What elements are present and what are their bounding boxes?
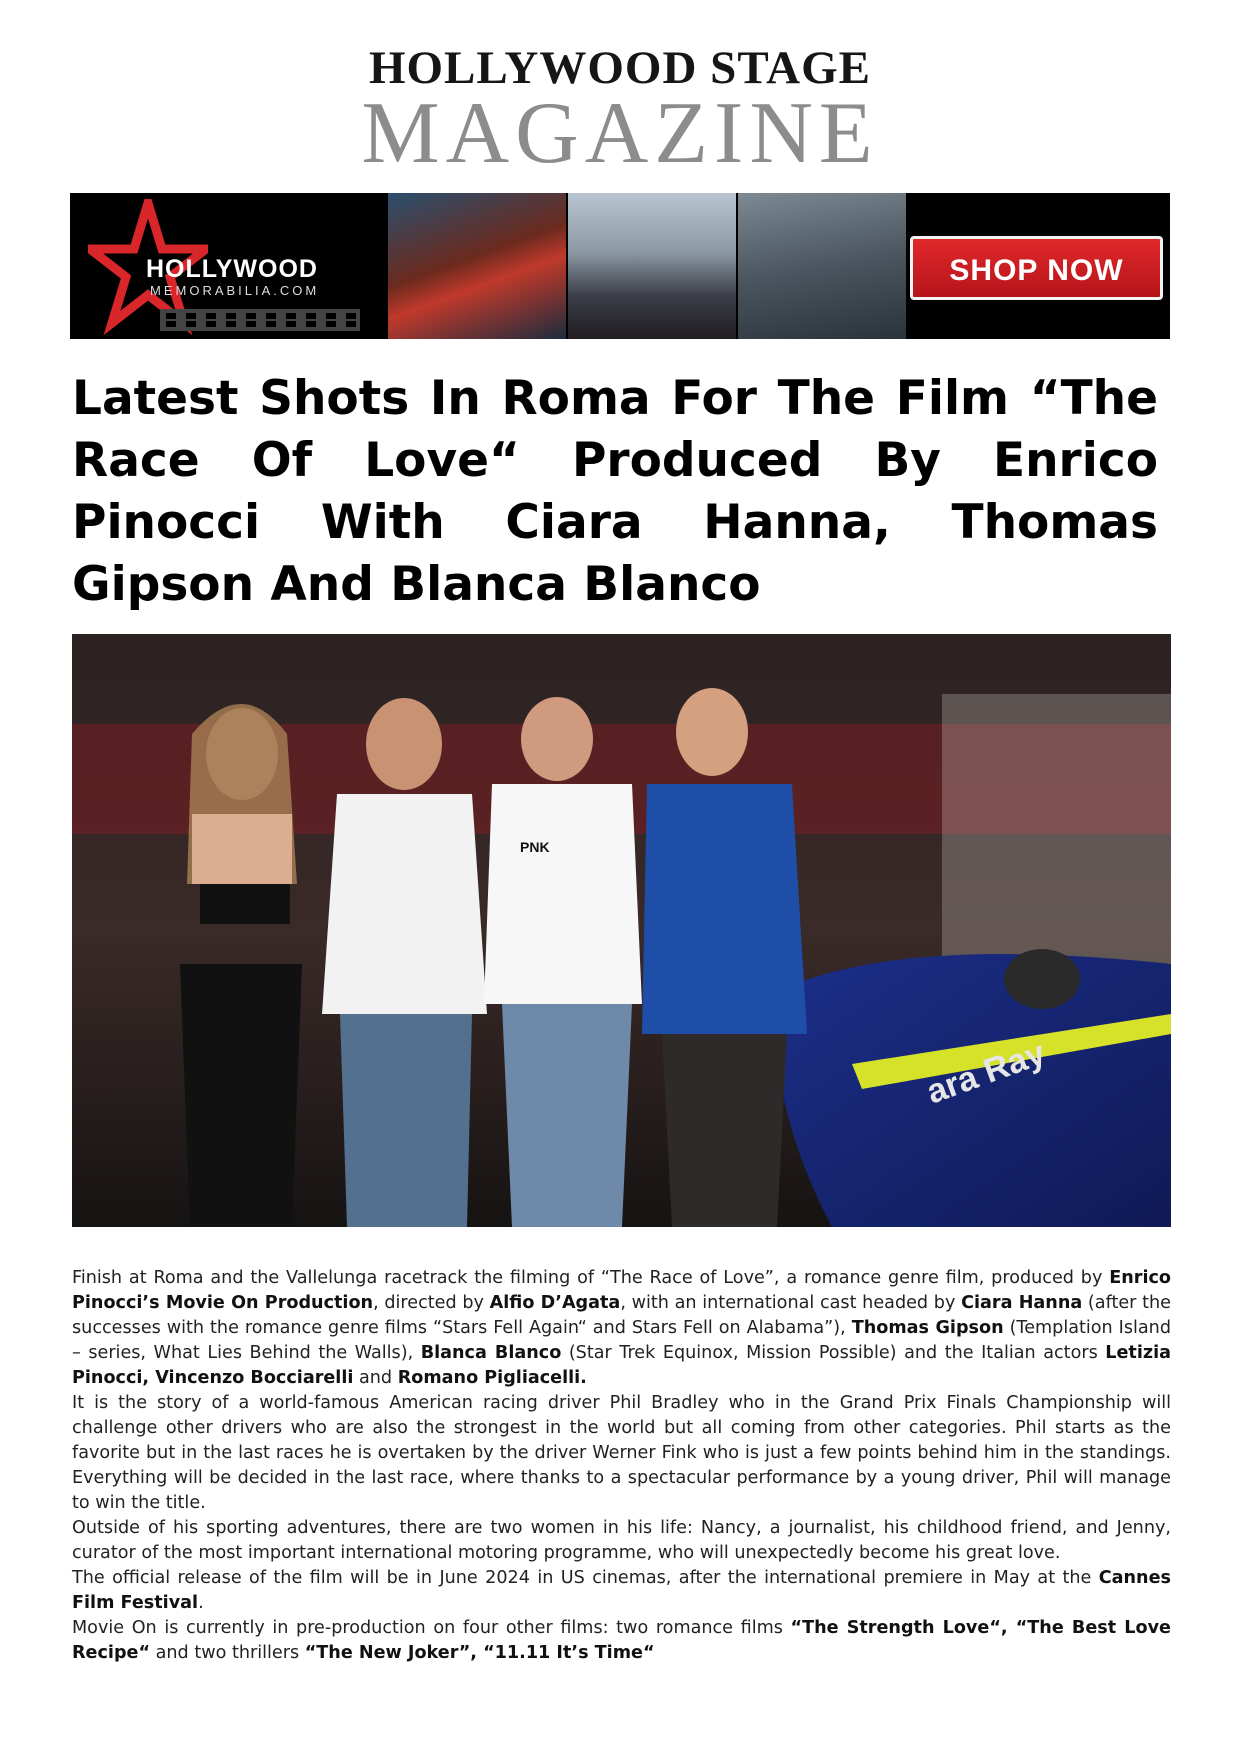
bold-run: Letizia Pinocci, Vincenzo Bocciarelli <box>72 1343 1171 1388</box>
banner-image-avengers <box>388 193 566 339</box>
masthead <box>0 42 1240 182</box>
paragraph-1 <box>72 1266 1171 1391</box>
text-run: (after the successes with the romance genre films “Stars Fell Again“ and Stars Fell on Alabama”), <box>72 1293 1171 1338</box>
car-livery-text: ara Ray <box>921 1033 1051 1112</box>
article-headline: Latest Shots In Roma For The Film “The Race Of Love“ Produced By Enrico Pinocci With Ciara Hanna, Thomas Gipson And Blanca Blanco <box>72 371 1158 612</box>
bold-run: Alfio D’Agata <box>489 1293 621 1313</box>
paragraph-5 <box>72 1616 1171 1666</box>
paragraph-3: Outside of his sporting adventures, there are two women in his life: Nancy, a journalist, his childhood friend, and Jenny, curator of the most important international motoring programme, who will unexpectedly become his great love. <box>72 1518 1171 1563</box>
logo-subtitle: MEMORABILIA.COM <box>150 283 320 298</box>
bold-run: “The Strength Love“, “The Best Love Recipe“ <box>72 1618 1171 1663</box>
banner-image-captain <box>738 193 906 339</box>
hollywood-memorabilia-logo <box>70 193 384 339</box>
ad-banner[interactable] <box>70 193 1170 339</box>
text-run: . <box>198 1593 204 1613</box>
text-run: and two thrillers <box>150 1643 305 1663</box>
text-run: (Templation Island – series, What Lies Behind the Walls), <box>72 1318 1171 1363</box>
article-body <box>72 1266 1171 1666</box>
bold-run: Cannes Film Festival <box>72 1568 1171 1613</box>
text-run: , with an international cast headed by <box>620 1293 962 1313</box>
bold-run: Enrico Pinocci’s Movie On Production <box>72 1268 1171 1313</box>
text-run: , directed by <box>373 1293 490 1313</box>
shop-now-button[interactable]: SHOP NOW <box>910 236 1163 300</box>
bold-run: Thomas Gipson <box>851 1318 1004 1338</box>
article-photo <box>72 634 1171 1227</box>
paragraph-2: It is the story of a world-famous American racing driver Phil Bradley who in the Grand Prix Finals Championship will challenge other drivers who are also the strongest in the world but all coming from other categories. Phil starts as the favorite but in the last races he is overtaken by the driver Werner Fink who is just a few points behind him in the standings. Everything will be decided in the last race, where thanks to a spectacular performance by a young driver, Phil will manage to win the title. <box>72 1393 1171 1513</box>
text-run: Movie On is currently in pre-production on four other films: two romance films <box>72 1618 791 1638</box>
text-run: Finish at Roma and the Vallelunga racetrack the filming of “The Race of Love”, a romance genre film, produced by <box>72 1268 1110 1288</box>
logo-word: HOLLYWOOD <box>146 255 318 283</box>
bold-run: Blanca Blanco <box>420 1343 562 1363</box>
masthead-title-line2: MAGAZINE <box>361 85 879 182</box>
bold-run: Ciara Hanna <box>961 1293 1083 1313</box>
text-run: and <box>353 1368 398 1388</box>
bold-run: Romano Pigliacelli. <box>397 1368 587 1388</box>
bold-run: “The New Joker”, “11.11 It’s Time“ <box>304 1643 655 1663</box>
text-run: The official release of the film will be in June 2024 in US cinemas, after the international premiere in May at the <box>72 1568 1099 1588</box>
masthead-title-line1: HOLLYWOOD STAGE <box>368 42 872 94</box>
banner-image-thor <box>568 193 736 339</box>
text-run: (Star Trek Equinox, Mission Possible) and the Italian actors <box>561 1343 1106 1363</box>
paragraph-4 <box>72 1566 1171 1616</box>
shirt-logo-text: PNK <box>520 839 550 855</box>
film-strip-icon <box>160 305 360 335</box>
